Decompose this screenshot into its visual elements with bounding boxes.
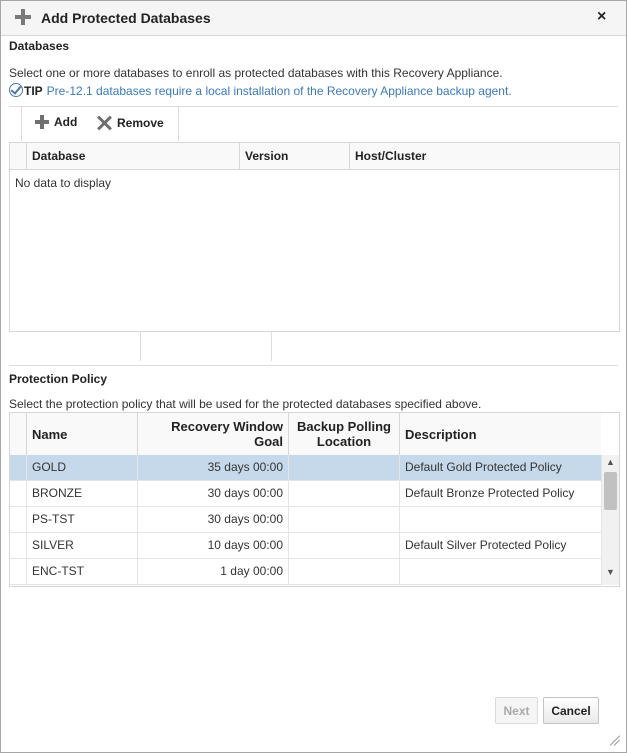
tip-text: Pre-12.1 databases require a local installation of the Recovery Appliance backup agent. (46, 84, 512, 98)
recovery-header-line1: Recovery Window (171, 419, 283, 434)
cell-name: ENC-TST (26, 559, 137, 584)
recovery-header-line2: Goal (254, 434, 283, 449)
add-button[interactable] (35, 115, 77, 129)
close-icon[interactable]: × (597, 8, 607, 25)
column-header-name[interactable]: Name (26, 413, 137, 455)
column-header-description[interactable]: Description (399, 413, 601, 455)
table-row[interactable] (10, 455, 601, 481)
cancel-button[interactable]: Cancel (543, 697, 599, 724)
table-row[interactable] (10, 559, 601, 585)
cell-description: Default Gold Protected Policy (399, 455, 601, 480)
scroll-up-icon[interactable]: ▲ (606, 457, 615, 467)
databases-table-footer (9, 331, 618, 361)
column-header-version[interactable]: Version (239, 143, 349, 169)
databases-table (9, 142, 620, 332)
table-row[interactable] (10, 481, 601, 507)
cell-name: BRONZE (26, 481, 137, 506)
cell-polling (288, 533, 399, 558)
column-header-backup-polling-location[interactable] (288, 413, 399, 455)
divider (9, 365, 618, 366)
empty-message: No data to display (15, 176, 112, 190)
cell-recovery: 30 days 00:00 (137, 481, 288, 506)
scrollbar-thumb[interactable] (604, 472, 617, 510)
cell-recovery: 30 days 00:00 (137, 507, 288, 532)
databases-table-header (10, 143, 619, 170)
policy-table-header (10, 413, 601, 456)
tip-row (9, 83, 512, 98)
polling-header-line2: Location (316, 434, 372, 449)
column-header-database[interactable]: Database (26, 143, 239, 169)
plus-icon (15, 9, 31, 25)
protection-policy-table (9, 412, 620, 587)
cell-name: SILVER (26, 533, 137, 558)
cell-description: Default Silver Protected Policy (399, 533, 601, 558)
add-button-label: Add (54, 115, 78, 129)
footer-divider (271, 331, 272, 361)
databases-section-title: Databases (9, 39, 70, 53)
protection-policy-section-title: Protection Policy (9, 372, 108, 386)
databases-description: Select one or more databases to enroll as protected databases with this Recovery Appliance. (9, 66, 503, 80)
protection-policy-description: Select the protection policy that will be used for the protected databases specified above. (9, 397, 482, 411)
vertical-scrollbar[interactable] (601, 455, 619, 585)
cell-polling (288, 559, 399, 584)
cell-description: Default Bronze Protected Policy (399, 481, 601, 506)
cell-name: GOLD (26, 455, 137, 480)
cell-name: PS-TST (26, 507, 137, 532)
next-button[interactable]: Next (495, 697, 538, 724)
cell-recovery: 10 days 00:00 (137, 533, 288, 558)
cell-recovery: 1 day 00:00 (137, 559, 288, 584)
cell-polling (288, 481, 399, 506)
dialog-titlebar[interactable] (1, 1, 626, 36)
column-header-recovery-window-goal[interactable] (137, 413, 288, 455)
scroll-down-icon[interactable]: ▼ (606, 567, 615, 577)
table-row[interactable] (10, 507, 601, 533)
cell-recovery: 35 days 00:00 (137, 455, 288, 480)
remove-x-icon (96, 115, 112, 131)
column-header-host-cluster[interactable]: Host/Cluster (349, 143, 619, 169)
footer-divider (140, 331, 141, 361)
check-circle-icon (9, 83, 23, 97)
remove-button-label: Remove (117, 116, 164, 130)
databases-toolbar (21, 107, 179, 141)
remove-button[interactable] (96, 115, 164, 131)
dialog-title: Add Protected Databases (41, 10, 211, 26)
cell-polling (288, 507, 399, 532)
resize-grip-icon[interactable] (609, 734, 621, 746)
cell-description (399, 507, 601, 532)
tip-label: TIP (24, 84, 43, 98)
plus-icon (35, 115, 49, 129)
polling-header-line1: Backup Polling (297, 419, 391, 434)
cell-polling (288, 455, 399, 480)
cell-description (399, 559, 601, 584)
table-row[interactable] (10, 533, 601, 559)
